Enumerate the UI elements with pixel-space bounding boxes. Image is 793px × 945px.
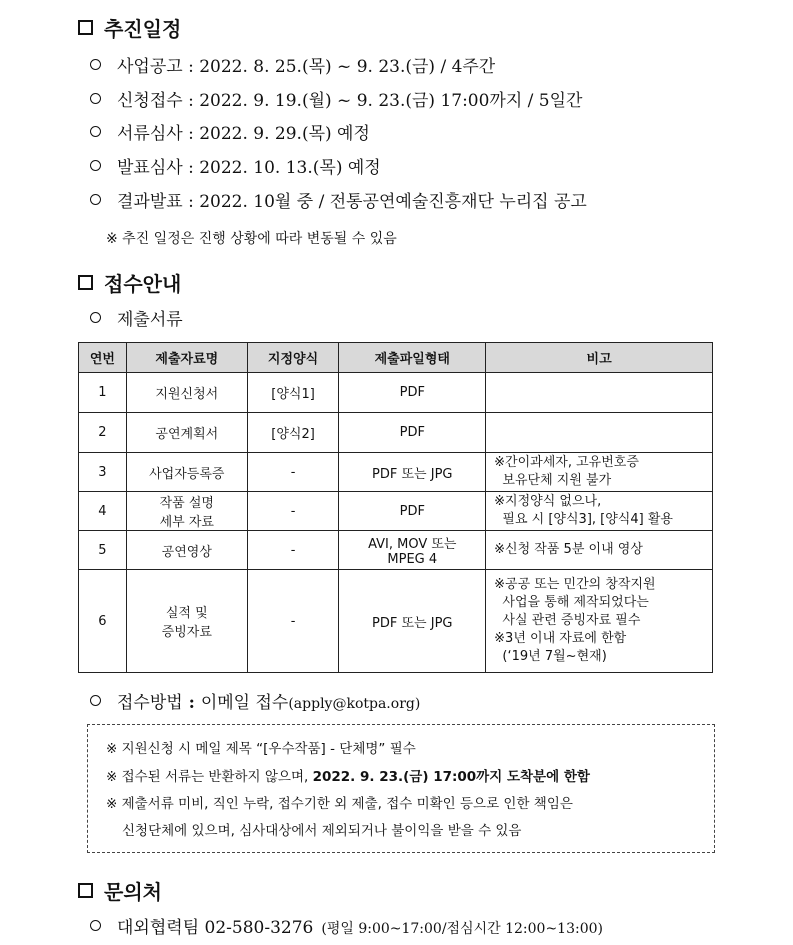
- cell-file-line: PDF: [399, 425, 425, 440]
- method-value: 이메일 접수: [200, 693, 289, 713]
- notice-deadline-emphasis: 2022. 9. 23.(금) 17:00까지 도착분에 한함: [312, 769, 590, 785]
- table-row: [79, 492, 713, 531]
- cell-no: 3: [79, 453, 127, 492]
- cell-note-line: 사실 관련 증빙자료 필수: [494, 613, 641, 628]
- schedule-item-document-review: [90, 119, 370, 144]
- cell-no: 1: [79, 373, 127, 413]
- notice-line-4: 신청단체에 있으며, 심사대상에서 제외되거나 불이익을 받을 수 있음: [122, 823, 522, 839]
- notice-line-1: ※ 지원신청 시 메일 제목 “[우수작품] - 단체명” 필수: [106, 741, 416, 757]
- cell-note: [486, 373, 713, 413]
- cell-note-line: 보유단체 지원 불가: [494, 473, 612, 488]
- cell-no: 4: [79, 492, 127, 531]
- cell-no: 2: [79, 413, 127, 453]
- table-row: [79, 413, 713, 453]
- cell-file: [339, 570, 486, 673]
- cell-name-line: 사업자등록증: [149, 466, 225, 482]
- cell-file-line: PDF: [399, 503, 425, 519]
- cell-note: [486, 570, 713, 673]
- cell-name: [126, 413, 247, 453]
- cell-note-line: 사업을 통해 제작되었다는: [494, 595, 649, 610]
- cell-note: [486, 492, 713, 531]
- cell-note-line: (‘19년 7월~현재): [494, 649, 607, 664]
- table-row: [79, 373, 713, 413]
- circle-bullet-icon: [90, 126, 101, 137]
- cell-name-line: 작품 설명: [159, 496, 214, 511]
- cell-form: [양식2]: [247, 413, 339, 453]
- schedule-item-presentation-review: [90, 153, 381, 178]
- cell-note-line: ※신청 작품 5분 이내 영상: [494, 542, 643, 557]
- contact-heading-text: 문의처: [104, 880, 162, 904]
- circle-bullet-icon: [90, 312, 101, 323]
- header-note: 비고: [486, 343, 713, 373]
- cell-form: -: [247, 453, 339, 492]
- circle-bullet-icon: [90, 194, 101, 205]
- cell-form: -: [247, 492, 339, 531]
- cell-note-line: ※간이과세자, 고유번호증: [494, 455, 639, 470]
- cell-note-line: ※3년 이내 자료에 한함: [494, 631, 627, 646]
- header-form: 지정양식: [247, 343, 339, 373]
- table-row: [79, 453, 713, 492]
- header-name: 제출자료명: [126, 343, 247, 373]
- cell-file: [339, 373, 486, 413]
- cell-note-line: ※지정양식 없으나,: [494, 494, 602, 509]
- contact-hours: (평일 9:00~17:00/점심시간 12:00~13:00): [321, 921, 603, 937]
- cell-name: [126, 531, 247, 570]
- reception-heading: [78, 268, 181, 297]
- schedule-heading: [78, 13, 181, 42]
- cell-file: [339, 413, 486, 453]
- cell-name-line: 지원신청서: [155, 387, 219, 402]
- cell-file-line: MPEG 4: [387, 552, 438, 567]
- schedule-item-result: [90, 187, 587, 212]
- table-row: [79, 570, 713, 673]
- documents-label: 제출서류: [117, 310, 183, 330]
- cell-name: [126, 492, 247, 531]
- cell-name-line: 세부 자료: [159, 515, 214, 530]
- table-header-row: [79, 343, 713, 373]
- circle-bullet-icon: [90, 920, 101, 931]
- circle-bullet-icon: [90, 93, 101, 104]
- schedule-item-application: [90, 86, 582, 111]
- cell-file: [339, 492, 486, 531]
- circle-bullet-icon: [90, 59, 101, 70]
- header-file: 제출파일형태: [339, 343, 486, 373]
- notice-line-3: ※ 제출서류 미비, 직인 누락, 접수기한 외 제출, 접수 미확인 등으로 인한 책임은: [106, 796, 573, 812]
- schedule-note: ※ 추진 일정은 진행 상황에 따라 변동될 수 있음: [106, 231, 397, 247]
- cell-note-line: 필요 시 [양식3], [양식4] 활용: [494, 512, 673, 527]
- checkbox-square-icon: [78, 20, 93, 35]
- cell-file: [339, 453, 486, 492]
- method-email: (apply@kotpa.org): [288, 696, 421, 712]
- header-no: 연번: [79, 343, 127, 373]
- schedule-item-text: 결과발표 : 2022. 10월 중 / 전통공연예술진흥재단 누리집 공고: [117, 192, 587, 212]
- contact-heading: [78, 876, 162, 905]
- schedule-heading-text: 추진일정: [104, 17, 182, 41]
- cell-form: -: [247, 531, 339, 570]
- cell-name-line: 증빙자료: [161, 625, 212, 640]
- checkbox-square-icon: [78, 883, 93, 898]
- notice-box: [87, 724, 715, 853]
- cell-note: [486, 531, 713, 570]
- notice-line-2-prefix: ※ 접수된 서류는 반환하지 않으며,: [106, 769, 313, 785]
- schedule-item-text: 사업공고 : 2022. 8. 25.(목) ~ 9. 23.(금) / 4주간: [117, 57, 496, 77]
- cell-note: [486, 413, 713, 453]
- cell-form: [양식1]: [247, 373, 339, 413]
- cell-name-line: 공연계획서: [155, 427, 219, 442]
- schedule-item-text: 신청접수 : 2022. 9. 19.(월) ~ 9. 23.(금) 17:00까지 / 5일간: [117, 91, 583, 111]
- cell-form: -: [247, 570, 339, 673]
- method-colon: :: [182, 693, 201, 713]
- cell-name-line: 실적 및: [165, 606, 208, 621]
- cell-file: [339, 531, 486, 570]
- cell-no: 6: [79, 570, 127, 673]
- table-row: [79, 531, 713, 570]
- contact-row: [90, 913, 603, 938]
- schedule-item-announcement: [90, 52, 495, 77]
- method-row: [90, 688, 420, 713]
- cell-name-line: 공연영상: [161, 544, 212, 560]
- circle-bullet-icon: [90, 695, 101, 706]
- cell-name: [126, 570, 247, 673]
- cell-file-line: PDF: [399, 385, 425, 400]
- schedule-item-text: 발표심사 : 2022. 10. 13.(목) 예정: [117, 158, 381, 178]
- cell-note: [486, 453, 713, 492]
- cell-name: [126, 453, 247, 492]
- method-label: 접수방법: [117, 693, 183, 713]
- checkbox-square-icon: [78, 275, 93, 290]
- circle-bullet-icon: [90, 160, 101, 171]
- cell-name: [126, 373, 247, 413]
- cell-file-line: PDF 또는 JPG: [372, 466, 453, 482]
- contact-team: 대외협력팀 02-580-3276: [117, 918, 314, 938]
- cell-note-line: ※공공 또는 민간의 창작지원: [494, 577, 656, 592]
- documents-label-row: [90, 305, 183, 330]
- cell-no: 5: [79, 531, 127, 570]
- schedule-item-text: 서류심사 : 2022. 9. 29.(목) 예정: [117, 124, 370, 144]
- reception-heading-text: 접수안내: [104, 272, 182, 296]
- documents-table: [78, 342, 713, 673]
- notice-line-2: [106, 765, 590, 785]
- cell-file-line: AVI, MOV 또는: [368, 537, 457, 552]
- cell-file-line: PDF 또는 JPG: [372, 615, 453, 631]
